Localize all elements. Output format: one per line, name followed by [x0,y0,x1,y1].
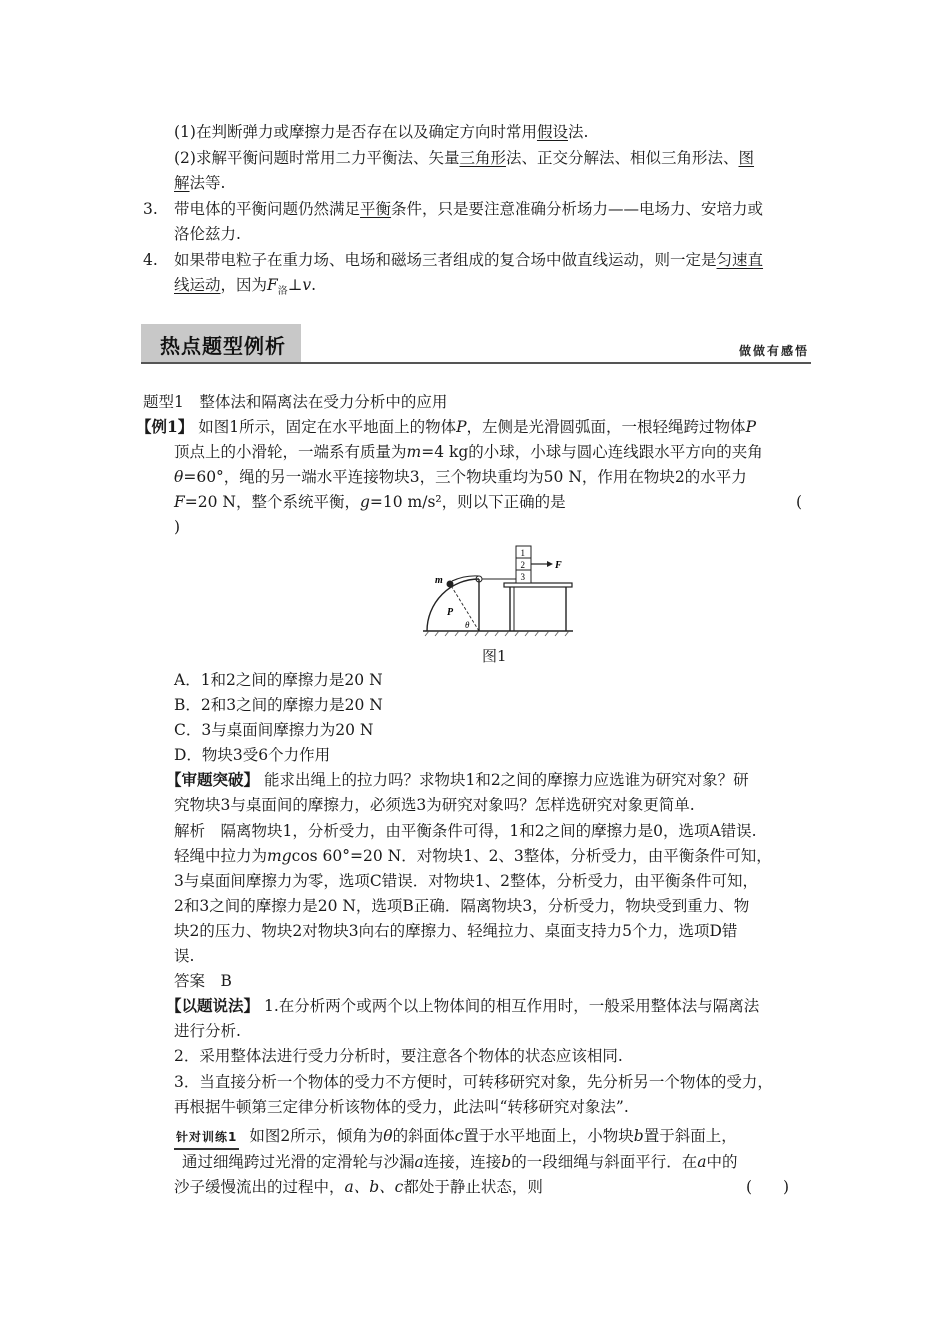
intro-line-1: (1)在判断弹力或摩擦力是否存在以及确定方向时常用假设法. [174,123,589,141]
point-4-number: 4. [143,251,158,269]
answer-line: 答案 B [174,972,232,990]
option-a: A．1和2之间的摩擦力是20 N [174,671,383,689]
point-4-text: 如果带电粒子在重力场、电场和磁场三者组成的复合场中做直线运动，则一定是匀速直 [174,251,764,269]
analysis-line-4: 2和3之间的摩擦力是20 N，选项B正确．隔离物块3，分析受力，物块受到重力、物 [174,897,750,915]
method-line-1: 【以题说法】 1.在分析两个或两个以上物体间的相互作用时，一般采用整体法与隔离法 [166,996,760,1015]
method-line-4: 3．当直接分析一个物体的受力不方便时，可转移研究对象，先分析另一个物体的受力， [174,1073,773,1091]
arc-surface [427,579,479,631]
answer-paren-close: ) [174,518,181,536]
option-b: B．2和3之间的摩擦力是20 N [174,696,383,714]
table-top [504,583,572,587]
example-1-line-2: 顶点上的小滑轮，一端系有质量为m=4 kg的小球，小球与圆心连线跟水平方向的夹角 [174,443,763,461]
training-line-2: 通过细绳跨过光滑的定滑轮与沙漏a连接，连接b的一段细绳与斜面平行．在a中的 [182,1153,738,1171]
question-type-heading: 题型1 整体法和隔离法在受力分析中的应用 [143,393,448,411]
analysis-line-2: 轻绳中拉力为mgcos 60°=20 N．对物块1、2、3整体，分析受力，由平衡条件可知， [174,847,772,865]
analysis-line-3: 3与桌面间摩擦力为零，选项C错误．对物块1、2整体，分析受力，由平衡条件可知， [174,872,758,890]
example-1-line-4: F=20 N，整个系统平衡，g=10 m/s²，则以下正确的是 [174,493,566,511]
training-line-1: 针对训练1 如图2所示，倾角为θ的斜面体c置于水平地面上，小物块b置于斜面上， [174,1125,737,1150]
point-4-text-cont: 线运动，因为$F_洛\perp v$. [174,276,317,298]
method-line-3: 2．采用整体法进行受力分析时，要注意各个物体的状态应该相同. [174,1047,623,1065]
analysis-line-6: 误. [174,947,195,965]
block-2-label: 2 [520,560,525,570]
label-theta: θ [465,620,470,630]
example-1-line-3: θ=60°，绳的另一端水平连接物块3，三个物块重均为50 N，作用在物块2的水平力 [174,468,747,486]
example-1-line-1: 【例1】 如图1所示，固定在水平地面上的物体P，左侧是光滑圆弧面，一根轻绳跨过物体P [136,417,756,436]
point-3-text: 带电体的平衡问题仍然满足平衡条件，只是要注意准确分析场力——电场力、安培力或 [174,200,764,218]
method-line-5: 再根据牛顿第三定律分析该物体的受力，此法叫“转移研究对象法”. [174,1098,629,1116]
section-banner [141,324,811,364]
analysis-line-1: 解析 隔离物块1，分析受力，由平衡条件可得，1和2之间的摩擦力是0，选项A错误. [174,822,757,840]
training-answer-paren: ( ) [746,1178,790,1196]
label-f: F [555,560,562,571]
method-line-2: 进行分析. [174,1022,241,1040]
intro-line-2: (2)求解平衡问题时常用二力平衡法、矢量三角形法、正交分解法、相似三角形法、图 [174,149,755,167]
figure-1-caption: 图1 [482,647,507,665]
label-m: m [435,575,443,586]
force-arrow-head [547,561,553,567]
point-3-number: 3. [143,200,158,218]
section-tag: 做做有感悟 [738,344,809,358]
figure-1-diagram [423,543,573,638]
analysis-line-5: 块2的压力、物块2对物块3向右的摩擦力、轻绳拉力、桌面支持力5个力，选项D错 [174,922,738,940]
training-line-3: 沙子缓慢流出的过程中，a、b、c都处于静止状态，则 [174,1178,543,1196]
block-3-label: 3 [520,572,525,582]
option-d: D．物块3受6个力作用 [174,746,331,764]
block-1-label: 1 [520,548,525,558]
option-c: C．3与桌面间摩擦力为20 N [174,721,374,739]
breakthrough-line-1: 【审题突破】 能求出绳上的拉力吗？求物块1和2之间的摩擦力应选谁为研究对象？研 [166,770,749,789]
label-p: P [447,607,454,618]
answer-paren-open: ( [796,493,803,511]
small-ball [447,581,454,588]
intro-line-3: 解法等. [174,174,226,192]
point-3-text-cont: 洛伦兹力. [174,225,241,243]
training-tag: 针对训练1 [174,1126,239,1150]
banner-rule [141,362,811,364]
section-title: 热点题型例析 [160,334,286,358]
breakthrough-line-2: 究物块3与桌面间的摩擦力，必须选3为研究对象吗？怎样选研究对象更简单. [174,796,695,814]
